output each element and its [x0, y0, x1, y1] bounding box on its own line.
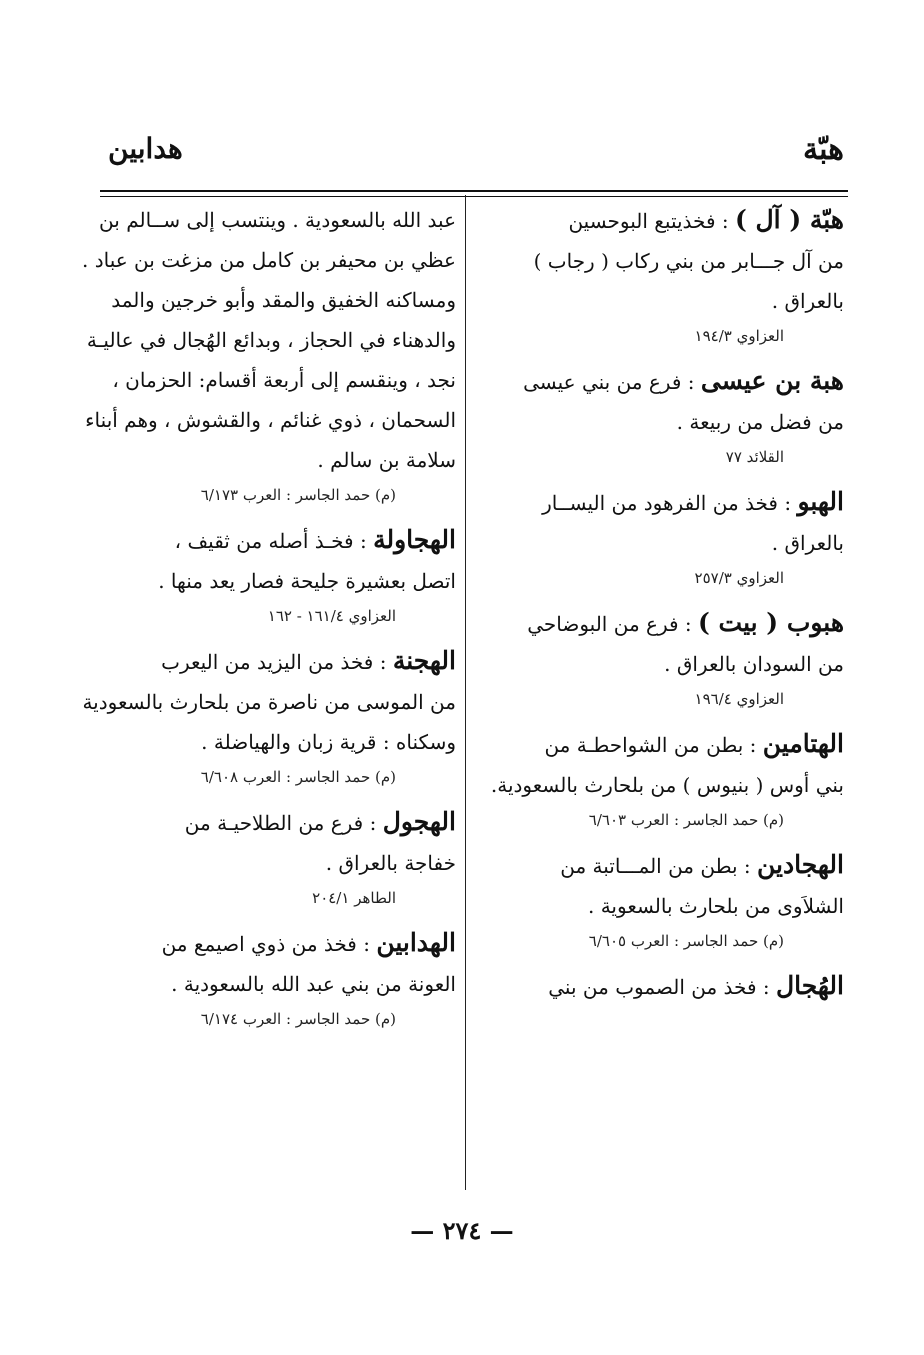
entry-text: بني أوس ( بنيوس ) من بلحارث بالسعودية. — [490, 773, 844, 797]
entry-line — [100, 641, 456, 682]
entry-line — [86, 320, 456, 360]
entry-source: القلائد ٧٧ — [725, 448, 784, 466]
dictionary-entry — [100, 520, 456, 631]
dictionary-entry — [488, 845, 844, 956]
dictionary-entry — [100, 802, 456, 913]
entry-line — [100, 722, 456, 762]
entry-text: سلامة بن سالم . — [317, 448, 456, 472]
dictionary-entry — [100, 923, 456, 1034]
dictionary-entry — [488, 200, 844, 351]
entry-headword: الهجول — [382, 807, 456, 836]
dictionary-entry — [488, 482, 844, 593]
entry-text: من السودان بالعراق . — [664, 652, 844, 676]
entry-line — [488, 482, 844, 523]
entry-line — [100, 200, 456, 240]
entry-line — [100, 280, 456, 320]
left-column — [82, 200, 456, 1044]
entry-source: (م) حمد الجاسر : العرب ٦/١٧٤ — [200, 1010, 396, 1028]
entry-text: : بطن من المـــاتبة من — [560, 854, 751, 878]
dictionary-entry — [82, 641, 456, 792]
entry-headword: هبّة ( آل ) — [734, 205, 844, 234]
entry-text: : فرع من البوضاحي — [527, 612, 692, 636]
entry-text: بالعراق . — [771, 289, 844, 313]
entry-text: اتصل بعشيرة جليحة فصار يعد منها . — [158, 569, 456, 593]
entry-line — [100, 520, 456, 561]
entry-source: (م) حمد الجاسر : العرب ٦/١٧٣ — [200, 486, 396, 504]
entry-text: والدهناء في الحجاز ، وبدائع الهُجال في عاليـة — [86, 328, 456, 352]
entry-source: (م) حمد الجاسر : العرب ٦/٦٠٨ — [200, 768, 396, 786]
entry-line — [488, 361, 844, 402]
entry-text: : فخذ من ذوي اصيمع من — [161, 932, 370, 956]
entry-text: : فخذيتبع البوحسين — [568, 209, 729, 233]
right-column — [488, 200, 844, 1017]
entry-line — [100, 802, 456, 843]
entry-headword: الهتامين — [762, 729, 844, 758]
entry-text: : فخذ من اليزيد من اليعرب — [161, 650, 387, 674]
entry-text: : بطن من الشواحطـة من — [544, 733, 757, 757]
entry-line — [100, 561, 456, 601]
entry-text: نجد ، وينقسم إلى أربعة أقسام: الحزمان ، — [112, 368, 456, 392]
entry-text: بالعراق . — [771, 531, 844, 555]
dictionary-entry — [82, 200, 456, 510]
entry-source: الطاهر ٢٠٤/١ — [312, 889, 396, 907]
page-number: — ٢٧٤ — — [410, 1216, 514, 1245]
entry-source: العزاوي ١٩٦/٤ — [694, 690, 784, 708]
entry-line — [488, 966, 844, 1007]
entry-text: : فرع من الطلاحيـة من — [184, 811, 377, 835]
header-rule — [100, 190, 848, 192]
entry-text: : فخذ من الفرهود من اليســار — [542, 491, 792, 515]
dictionary-entry — [488, 966, 844, 1007]
entry-text: عظي بن محيفر بن كامل من مزغت بن عباد . — [82, 248, 456, 272]
entry-source: العزاوي ٢٥٧/٣ — [694, 569, 784, 587]
entry-source: (م) حمد الجاسر : العرب ٦/٦٠٣ — [588, 811, 784, 829]
entry-text: : فرع من بني عيسى — [523, 370, 695, 394]
dictionary-entry — [488, 724, 844, 835]
entry-headword: هبوب ( بيت ) — [698, 608, 844, 637]
entry-text: وسكناه : قرية زبان والهياضلة . — [201, 730, 456, 754]
entry-headword: هبة بن عيسى — [700, 366, 844, 395]
entry-line — [100, 843, 456, 883]
entry-source: العزاوي ١٩٤/٣ — [694, 327, 784, 345]
running-header-left: هدابين — [108, 132, 183, 165]
entry-line — [488, 402, 844, 442]
entry-headword: الهُجال — [775, 971, 844, 1000]
running-header-right: هبّة — [803, 132, 844, 167]
entry-source: العزاوي ١٦١/٤ - ١٦٢ — [267, 607, 396, 625]
entry-line — [488, 200, 844, 241]
entry-line — [100, 440, 456, 480]
entry-line — [100, 923, 456, 964]
entry-line — [100, 964, 456, 1004]
entry-text: عبد الله بالسعودية . وينتسب إلى ســالم بن — [99, 208, 456, 232]
entry-line — [100, 360, 456, 400]
entry-headword: الهجادين — [757, 850, 844, 879]
entry-text: العونة من بني عبد الله بالسعودية . — [171, 972, 456, 996]
entry-source: (م) حمد الجاسر : العرب ٦/٦٠٥ — [588, 932, 784, 950]
entry-headword: الهبو — [797, 487, 844, 516]
entry-text: من الموسى من ناصرة من بلحارث بالسعودية — [82, 690, 456, 714]
entry-text: خفاجة بالعراق . — [325, 851, 456, 875]
entry-headword: الهجاولة — [373, 525, 456, 554]
entry-line — [85, 400, 456, 440]
dictionary-entry — [488, 603, 844, 714]
entry-line — [82, 682, 456, 722]
entry-text: الشلاَوى من بلحارث بالسعوية . — [587, 894, 844, 918]
dictionary-entry — [488, 361, 844, 472]
entry-line — [488, 644, 844, 684]
entry-line — [488, 886, 844, 926]
entry-text: من آل جـــابر من بني ركاب ( رجاب ) — [533, 249, 844, 273]
entry-line — [488, 241, 844, 281]
header-rule-thin — [100, 196, 848, 197]
entry-text: من فضل من ربيعة . — [676, 410, 844, 434]
entry-text: السحمان ، ذوي غنائم ، والقشوش ، وهم أبناء — [85, 408, 456, 432]
entry-line — [488, 845, 844, 886]
entry-text: : فخـذ أصله من ثقيف ، — [174, 529, 367, 553]
entry-text: : فخذ من الصموب من بني — [548, 975, 770, 999]
entry-headword: الهدابين — [376, 928, 456, 957]
entry-line — [488, 281, 844, 321]
entry-line — [82, 240, 456, 280]
entry-line — [488, 523, 844, 563]
entry-line — [488, 603, 844, 644]
entry-line — [488, 765, 844, 805]
entry-line — [488, 724, 844, 765]
column-divider — [465, 195, 466, 1190]
entry-headword: الهجنة — [392, 646, 456, 675]
entry-text: ومساكنه الخفيق والمقد وأبو خرجين والمد — [111, 288, 456, 312]
